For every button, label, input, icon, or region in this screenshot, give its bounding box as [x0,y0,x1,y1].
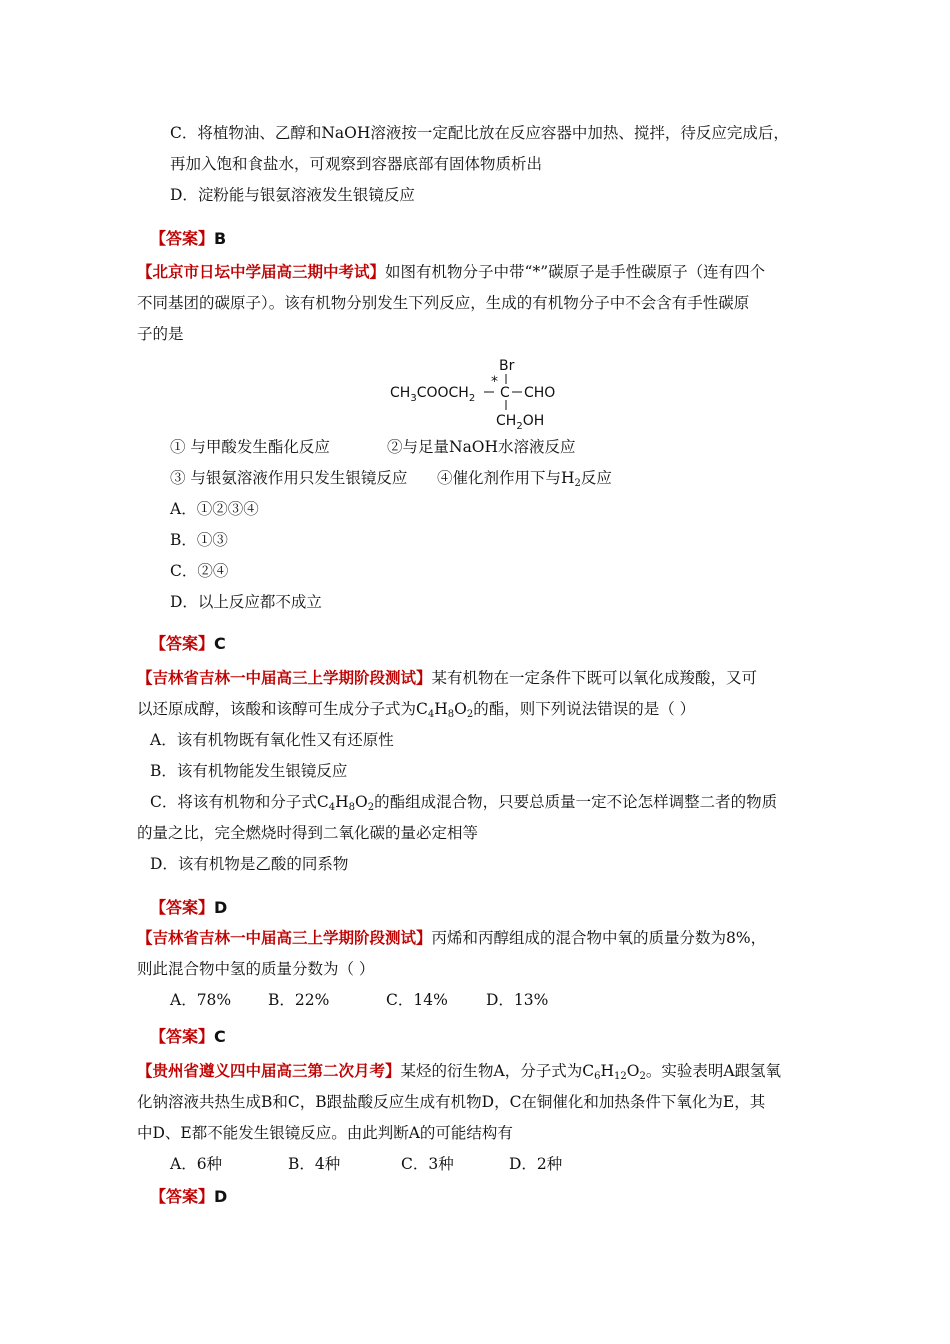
q2-answer [150,634,226,654]
q2-option-a: A．①②③④ [170,500,259,518]
answer-label: 【答案】 [150,1027,215,1046]
q2-source: 【北京市日坛中学届高三期中考试】 [137,262,386,281]
answer-label: 【答案】 [150,229,215,248]
q2-items-row2 [170,468,612,494]
answer-value: B [214,229,227,248]
structure-br: Br [499,358,515,374]
q5-option-b: B．4种 [288,1155,341,1173]
answer-label: 【答案】 [150,634,215,653]
q3-option-a: A．该有机物既有氧化性又有还原性 [150,731,394,749]
answer-value: C [214,1027,226,1046]
q5-option-c: C．3种 [401,1155,454,1173]
q2-option-c: C．②④ [170,562,229,580]
q2-stem-line1 [137,262,765,282]
q5-stem-line2: 化钠溶液共热生成B和C，B跟盐酸反应生成有机物D，C在铜催化和加热条件下氧化为E，其 [137,1093,766,1111]
q3-option-d: D．该有机物是乙酸的同系物 [150,855,349,873]
q1-answer [150,229,226,249]
answer-value: D [214,898,228,917]
q3-stem-line1 [137,668,757,688]
answer-label: 【答案】 [150,898,215,917]
structure-ch2oh: $CH_2OH$ [496,413,545,430]
structure-left: $CH_3COOCH_2$ [390,385,476,404]
structure-center-c: C [500,385,510,401]
q2-item-4: ④催化剂作用下与$H_2$反应 [437,469,612,489]
q5-stem-line1: 【贵州省遵义四中届高三第二次月考】某烃的衍生物A，分子式为$C_6H_{12}O_2$。实验表明A跟氢氧 [137,1061,782,1082]
q1-option-c-line1: C．将植物油、乙醇和NaOH溶液按一定配比放在反应容器中加热、搅拌，待反应完成后， [170,124,789,142]
q4-option-b: B．22% [268,991,330,1009]
q4-stem-line1 [137,928,766,948]
q2-item-1: ① 与甲酸发生酯化反应 [170,438,330,456]
answer-value: C [214,634,226,653]
q4-option-a: A．78% [170,991,232,1009]
q5-options [170,1154,562,1174]
q1-option-c-line2: 再加入饱和食盐水，可观察到容器底部有固体物质析出 [170,155,543,173]
q2-option-b: B．①③ [170,531,228,549]
structure-star: * [491,374,498,390]
q3-stem-text: 某有机物在一定条件下既可以氧化成羧酸，又可 [431,669,758,687]
q2-stem-text: 如图有机物分子中带“*”碳原子是手性碳原子（连有四个 [385,263,766,281]
q4-options [170,990,548,1010]
q4-option-d: D．13% [486,991,549,1009]
q5-option-a: A．6种 [170,1155,223,1173]
q4-stem-line2: 则此混合物中氢的质量分数为（ ） [137,960,375,978]
structure-cho: CHO [524,385,556,401]
q5-option-d: D．2种 [509,1155,563,1173]
answer-value: D [214,1187,228,1206]
q4-option-c: C．14% [386,991,448,1009]
q5-stem-line3: 中D、E都不能发生银镜反应。由此判断A的可能结构有 [137,1124,513,1142]
q3-option-c-line1: C．将该有机物和分子式$C_4H_8O_2$的酯组成混合物，只要总质量一定不论怎样调整二者的物质 [150,793,778,813]
q3-option-b: B．该有机物能发生银镜反应 [150,762,348,780]
q3-stem-line2: 以还原成醇，该酸和该醇可生成分子式为$C_4H_8O_2$的酯，则下列说法错误的是（ ） [137,700,696,720]
answer-label: 【答案】 [150,1187,215,1206]
q2-items-row1 [170,437,576,457]
q4-source: 【吉林省吉林一中届高三上学期阶段测试】 [137,928,432,947]
q2-item-3: ③ 与银氨溶液作用只发生银镜反应 [170,469,408,487]
q2-option-d: D．以上反应都不成立 [170,593,322,611]
q5-source: 【贵州省遵义四中届高三第二次月考】 [137,1061,401,1080]
q3-option-c-line2: 的量之比，完全燃烧时得到二氧化碳的量必定相等 [137,824,479,842]
q2-item-2: ②与足量NaOH水溶液反应 [387,438,576,456]
q4-stem-text: 丙烯和丙醇组成的混合物中氧的质量分数为8%， [431,929,767,947]
q2-stem-line2: 不同基团的碳原子）。该有机物分别发生下列反应，生成的有机物分子中不会含有手性碳原 [137,294,750,312]
q2-stem-line3: 子的是 [137,325,184,343]
q3-source: 【吉林省吉林一中届高三上学期阶段测试】 [137,668,432,687]
q4-answer [150,1027,226,1047]
q5-answer [150,1187,227,1207]
q3-answer [150,898,227,918]
q1-option-d: D．淀粉能与银氨溶液发生银镜反应 [170,186,415,204]
q2-structure-diagram [388,354,578,430]
